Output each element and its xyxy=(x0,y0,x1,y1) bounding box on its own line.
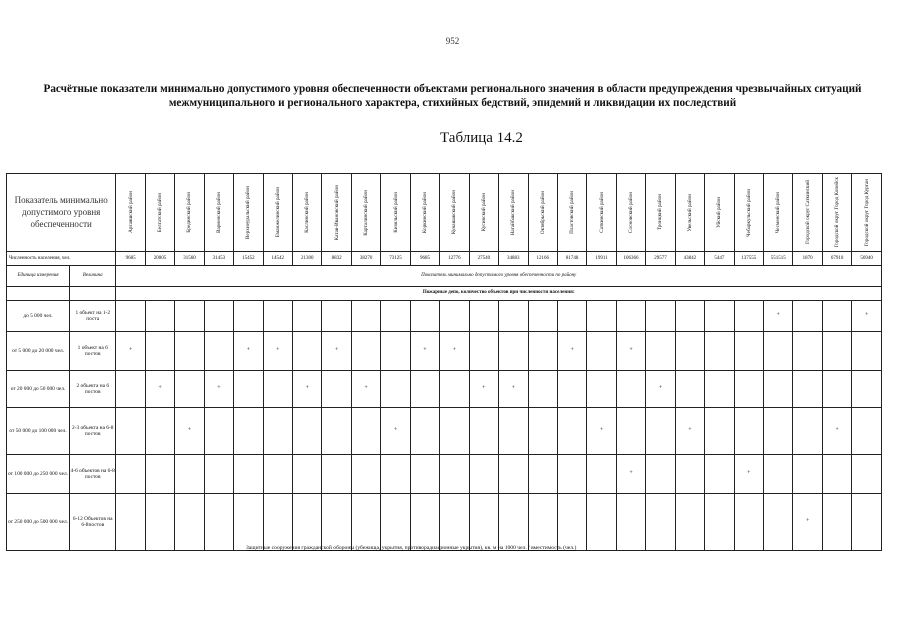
plus-mark: + xyxy=(688,427,692,434)
district-cell xyxy=(587,454,616,493)
district-cell xyxy=(440,407,469,454)
population-value: 20005 xyxy=(145,251,174,265)
district-cell xyxy=(175,331,204,370)
plus-mark: + xyxy=(158,385,162,392)
district-cell xyxy=(469,331,498,370)
population-value: 12166 xyxy=(528,251,557,265)
population-row xyxy=(7,251,882,265)
district-header-cell xyxy=(293,174,322,252)
plus-mark: + xyxy=(423,347,427,354)
district-name: Белгатский район xyxy=(157,192,164,233)
district-cell xyxy=(616,331,645,370)
district-cell xyxy=(764,454,793,493)
district-cell xyxy=(646,370,675,407)
district-cell xyxy=(381,370,410,407)
district-cell xyxy=(852,331,882,370)
district-cell xyxy=(528,407,557,454)
district-header-cell xyxy=(263,174,292,252)
population-value: 27540 xyxy=(469,251,498,265)
district-cell xyxy=(499,454,528,493)
district-cell xyxy=(175,454,204,493)
plus-mark: + xyxy=(658,385,663,392)
population-value: 29577 xyxy=(646,251,675,265)
district-cell xyxy=(675,407,704,454)
district-name: Кусинский район xyxy=(480,193,487,232)
district-name: Верхнеуральский район xyxy=(245,185,252,239)
population-label: Численность населения, чел. xyxy=(7,251,116,265)
district-cell xyxy=(764,331,793,370)
district-cell xyxy=(381,407,410,454)
district-name: Октябрьский район xyxy=(539,190,546,234)
district-cell xyxy=(351,331,380,370)
district-header-cell xyxy=(587,174,616,252)
district-name: Городской округ Город Курган xyxy=(863,178,870,247)
district-cell xyxy=(616,300,645,331)
object-count: 6-12 Объектов на 6-8постов xyxy=(70,493,116,550)
table-row xyxy=(7,493,882,550)
district-cell xyxy=(351,370,380,407)
population-value: 73125 xyxy=(381,251,410,265)
district-cell xyxy=(469,407,498,454)
district-cell xyxy=(322,370,351,407)
district-cell xyxy=(499,493,528,550)
district-header-cell xyxy=(764,174,793,252)
district-cell xyxy=(263,407,292,454)
population-value: 1870 xyxy=(793,251,822,265)
district-name: Аргаяшский район xyxy=(127,191,134,234)
district-cell xyxy=(351,493,380,550)
district-cell xyxy=(145,454,174,493)
district-cell xyxy=(705,454,734,493)
district-header-cell xyxy=(234,174,263,252)
object-count: 1 объект на 1-2 поста xyxy=(70,300,116,331)
population-value: 31560 xyxy=(175,251,204,265)
district-cell xyxy=(734,370,763,407)
district-cell xyxy=(528,493,557,550)
district-cell xyxy=(557,407,586,454)
district-cell xyxy=(499,300,528,331)
population-range: от 100 000 до 250 000 чел. xyxy=(7,454,70,493)
district-cell xyxy=(793,300,822,331)
district-cell xyxy=(234,331,263,370)
district-name: Варненский район xyxy=(215,191,222,233)
population-value: 8832 xyxy=(322,251,351,265)
district-cell xyxy=(322,454,351,493)
district-cell xyxy=(234,300,263,331)
district-header-cell xyxy=(440,174,469,252)
plus-mark: + xyxy=(128,347,133,354)
district-cell xyxy=(204,454,233,493)
district-cell xyxy=(116,331,145,370)
district-cell xyxy=(322,300,351,331)
plus-mark: + xyxy=(334,347,339,354)
district-cell xyxy=(499,370,528,407)
population-range: от 250 000 до 500 000 чел. xyxy=(7,493,70,550)
district-cell xyxy=(705,300,734,331)
district-header-cell xyxy=(705,174,734,252)
district-header-cell xyxy=(822,174,851,252)
population-range: от 50 000 до 100 000 чел. xyxy=(7,407,70,454)
object-count: 2-3 объекта на 6-8 постов xyxy=(70,407,116,454)
district-cell xyxy=(263,370,292,407)
district-cell xyxy=(293,454,322,493)
district-header-cell xyxy=(499,174,528,252)
district-cell xyxy=(351,300,380,331)
district-cell xyxy=(175,370,204,407)
district-cell xyxy=(557,331,586,370)
district-header-cell xyxy=(204,174,233,252)
district-cell xyxy=(734,493,763,550)
district-cell xyxy=(322,493,351,550)
district-cell xyxy=(793,493,822,550)
district-cell xyxy=(351,454,380,493)
district-header-cell xyxy=(616,174,645,252)
district-cell xyxy=(440,300,469,331)
plus-mark: + xyxy=(864,312,869,319)
district-cell xyxy=(410,300,439,331)
value-header: Величина xyxy=(70,266,116,286)
plus-mark: + xyxy=(629,470,633,477)
district-cell xyxy=(381,454,410,493)
population-value: 31453 xyxy=(204,251,233,265)
district-cell xyxy=(646,407,675,454)
population-value: 9685 xyxy=(116,251,145,265)
district-cell xyxy=(557,370,586,407)
district-name: Карталинский район xyxy=(363,189,370,236)
district-header-cell xyxy=(557,174,586,252)
plus-mark: + xyxy=(511,385,515,392)
population-value: 43842 xyxy=(675,251,704,265)
population-range: от 20 000 до 50 000 чел. xyxy=(7,370,70,407)
plus-mark: + xyxy=(276,347,280,354)
page-number: 952 xyxy=(445,36,460,46)
footer-note: Защитные сооружения гражданской обороны (убежища, укрытия, противорадиационные укрытия), кв. м на 1000 чел. / вместимость (чел.) xyxy=(246,545,577,551)
plus-mark: + xyxy=(187,427,192,434)
district-cell xyxy=(234,493,263,550)
district-header-cell xyxy=(469,174,498,252)
district-cell xyxy=(410,370,439,407)
district-cell xyxy=(734,454,763,493)
district-cell xyxy=(852,454,882,493)
district-cell xyxy=(145,300,174,331)
plus-mark: + xyxy=(364,385,368,392)
population-value: 137555 xyxy=(734,251,763,265)
district-cell xyxy=(204,493,233,550)
district-cell xyxy=(734,331,763,370)
district-header-cell xyxy=(351,174,380,252)
population-range: от 5 000 до 20 000 чел. xyxy=(7,331,70,370)
empty-cell xyxy=(70,286,116,300)
district-cell xyxy=(587,370,616,407)
district-cell xyxy=(675,493,704,550)
district-name: Уйский район xyxy=(716,196,723,228)
district-cell xyxy=(675,331,704,370)
district-cell xyxy=(440,331,469,370)
district-cell xyxy=(351,407,380,454)
plus-mark: + xyxy=(393,427,398,434)
district-cell xyxy=(557,454,586,493)
plus-mark: + xyxy=(452,347,457,354)
district-cell xyxy=(440,370,469,407)
district-cell xyxy=(616,454,645,493)
district-cell xyxy=(793,407,822,454)
district-cell xyxy=(469,454,498,493)
district-cell xyxy=(204,331,233,370)
district-cell xyxy=(175,300,204,331)
district-header-cell xyxy=(322,174,351,252)
district-cell xyxy=(852,300,882,331)
district-cell xyxy=(705,370,734,407)
district-cell xyxy=(263,331,292,370)
district-cell xyxy=(793,331,822,370)
district-cell xyxy=(234,407,263,454)
district-cell xyxy=(528,454,557,493)
district-cell xyxy=(764,300,793,331)
district-cell xyxy=(204,407,233,454)
district-cell xyxy=(234,454,263,493)
district-cell xyxy=(145,370,174,407)
district-name: Городской округ Саткинский xyxy=(804,180,811,245)
district-cell xyxy=(822,454,851,493)
district-cell xyxy=(587,493,616,550)
table-row xyxy=(7,300,882,331)
plus-mark: + xyxy=(805,518,810,525)
object-count: 2 объекта на 6 постов xyxy=(70,370,116,407)
district-cell xyxy=(852,370,882,407)
population-value: 5447 xyxy=(705,251,734,265)
district-header-cell xyxy=(528,174,557,252)
district-cell xyxy=(410,454,439,493)
district-cell xyxy=(234,370,263,407)
district-cell xyxy=(793,454,822,493)
district-cell xyxy=(675,370,704,407)
district-header-cell xyxy=(734,174,763,252)
empty-cell xyxy=(7,286,70,300)
section-row xyxy=(7,286,882,300)
district-cell xyxy=(440,454,469,493)
district-name: Коркинский район xyxy=(421,191,428,234)
district-cell xyxy=(322,407,351,454)
district-cell xyxy=(322,331,351,370)
plus-mark: + xyxy=(305,385,309,392)
object-count: 1 объект на 6 постов xyxy=(70,331,116,370)
district-cell xyxy=(587,331,616,370)
population-value: 81748 xyxy=(557,251,586,265)
district-cell xyxy=(293,300,322,331)
district-cell xyxy=(145,331,174,370)
district-cell xyxy=(469,300,498,331)
district-cell xyxy=(293,370,322,407)
district-name: Сосновский район xyxy=(628,191,635,233)
table-row xyxy=(7,331,882,370)
object-count: 4-6 объектов на 6-8 постов xyxy=(70,454,116,493)
data-table xyxy=(6,173,882,551)
table-row xyxy=(7,370,882,407)
plus-mark: + xyxy=(776,312,780,319)
district-header-cell xyxy=(675,174,704,252)
district-cell xyxy=(646,331,675,370)
district-cell xyxy=(204,300,233,331)
district-cell xyxy=(440,493,469,550)
district-cell xyxy=(793,370,822,407)
district-cell xyxy=(499,407,528,454)
district-cell xyxy=(116,454,145,493)
plus-mark: + xyxy=(599,427,604,434)
district-cell xyxy=(822,407,851,454)
district-cell xyxy=(764,493,793,550)
population-value: 56940 xyxy=(852,251,882,265)
district-cell xyxy=(528,370,557,407)
district-cell xyxy=(293,407,322,454)
plus-mark: + xyxy=(246,347,251,354)
district-cell xyxy=(263,493,292,550)
district-cell xyxy=(852,493,882,550)
table-caption: Таблица 14.2 xyxy=(440,130,523,146)
district-cell xyxy=(116,300,145,331)
district-name: Брединский район xyxy=(186,192,193,233)
district-cell xyxy=(616,493,645,550)
population-value: 38270 xyxy=(351,251,380,265)
population-value: 12776 xyxy=(440,251,469,265)
district-cell xyxy=(822,300,851,331)
district-header-cell xyxy=(410,174,439,252)
plus-mark: + xyxy=(629,347,633,354)
district-cell xyxy=(675,454,704,493)
district-header-cell xyxy=(381,174,410,252)
district-cell xyxy=(116,407,145,454)
span-header: Показатель минимально допустимого уровня обеспеченности по району xyxy=(116,266,882,286)
population-value: 67910 xyxy=(822,251,851,265)
units-row xyxy=(7,266,882,286)
district-cell xyxy=(263,454,292,493)
district-cell xyxy=(469,370,498,407)
district-name: Еманжелинский район xyxy=(274,187,281,238)
district-cell xyxy=(675,300,704,331)
district-name: Нагайбакский район xyxy=(510,189,517,236)
district-cell xyxy=(145,407,174,454)
district-name: Кунашакский район xyxy=(451,190,458,235)
district-cell xyxy=(822,493,851,550)
district-cell xyxy=(646,454,675,493)
district-cell xyxy=(852,407,882,454)
district-name: Кизильский район xyxy=(392,192,399,233)
district-cell xyxy=(175,407,204,454)
plus-mark: + xyxy=(217,385,221,392)
district-name: Катав-Ивановский район xyxy=(333,184,340,241)
table-row xyxy=(7,454,882,493)
district-header-cell xyxy=(646,174,675,252)
plus-mark: + xyxy=(835,427,839,434)
unit-header: Единица измерения xyxy=(7,266,70,286)
district-cell xyxy=(822,331,851,370)
district-header-cell xyxy=(793,174,822,252)
district-cell xyxy=(587,300,616,331)
population-range: до 5 000 чел. xyxy=(7,300,70,331)
population-value: 14542 xyxy=(263,251,292,265)
district-cell xyxy=(469,493,498,550)
district-name: Саткинский район xyxy=(598,192,605,233)
plus-mark: + xyxy=(747,470,751,477)
district-name: Каслинский район xyxy=(304,191,311,233)
population-value: 106366 xyxy=(616,251,645,265)
district-cell xyxy=(381,493,410,550)
district-header-cell xyxy=(175,174,204,252)
district-cell xyxy=(646,493,675,550)
district-cell xyxy=(293,493,322,550)
district-cell xyxy=(145,493,174,550)
district-cell xyxy=(293,331,322,370)
district-cell xyxy=(557,493,586,550)
district-cell xyxy=(204,370,233,407)
district-header-cell xyxy=(116,174,145,252)
district-cell xyxy=(705,331,734,370)
district-cell xyxy=(175,493,204,550)
table-row xyxy=(7,407,882,454)
population-value: 15452 xyxy=(234,251,263,265)
district-header-cell xyxy=(145,174,174,252)
district-cell xyxy=(410,407,439,454)
district-cell xyxy=(499,331,528,370)
district-cell xyxy=(557,300,586,331)
district-cell xyxy=(410,493,439,550)
document-title: Расчётные показатели минимально допустимого уровня обеспеченности объектами регионального значения в области предупреждения чрезвычайных ситуаций межмуниципального и регионального характера, стихийных бедствий, эпидемий и ликвидации их последствий xyxy=(43,83,862,109)
district-cell xyxy=(705,407,734,454)
district-cell xyxy=(528,300,557,331)
population-value: 9685 xyxy=(410,251,439,265)
district-cell xyxy=(587,407,616,454)
district-cell xyxy=(381,331,410,370)
district-cell xyxy=(616,407,645,454)
district-name: Пластовский район xyxy=(569,190,576,234)
plus-mark: + xyxy=(482,385,486,392)
district-name: Троицкий район xyxy=(657,194,664,231)
district-cell xyxy=(646,300,675,331)
section-header: Пожарные депо, количество объектов при численности населения: xyxy=(116,286,882,300)
indicator-header: Показатель минимально допустимого уровня обеспеченности xyxy=(7,174,116,252)
plus-mark: + xyxy=(570,347,574,354)
district-cell xyxy=(822,370,851,407)
district-name: Городской округ Город Копейск xyxy=(834,177,841,248)
population-value: 19911 xyxy=(587,251,616,265)
district-cell xyxy=(616,370,645,407)
district-cell xyxy=(116,493,145,550)
district-name: Увельский район xyxy=(686,193,693,232)
header-row xyxy=(7,174,882,252)
district-cell xyxy=(734,407,763,454)
district-name: Чебаркульский район xyxy=(745,188,752,237)
district-cell xyxy=(410,331,439,370)
population-value: 551515 xyxy=(764,251,793,265)
district-cell xyxy=(528,331,557,370)
district-cell xyxy=(764,407,793,454)
district-name: Чесменский район xyxy=(775,191,782,234)
population-value: 34883 xyxy=(499,251,528,265)
district-cell xyxy=(116,370,145,407)
district-header-cell xyxy=(852,174,882,252)
district-cell xyxy=(764,370,793,407)
district-cell xyxy=(734,300,763,331)
district-cell xyxy=(705,493,734,550)
district-cell xyxy=(263,300,292,331)
population-value: 21300 xyxy=(293,251,322,265)
district-cell xyxy=(381,300,410,331)
